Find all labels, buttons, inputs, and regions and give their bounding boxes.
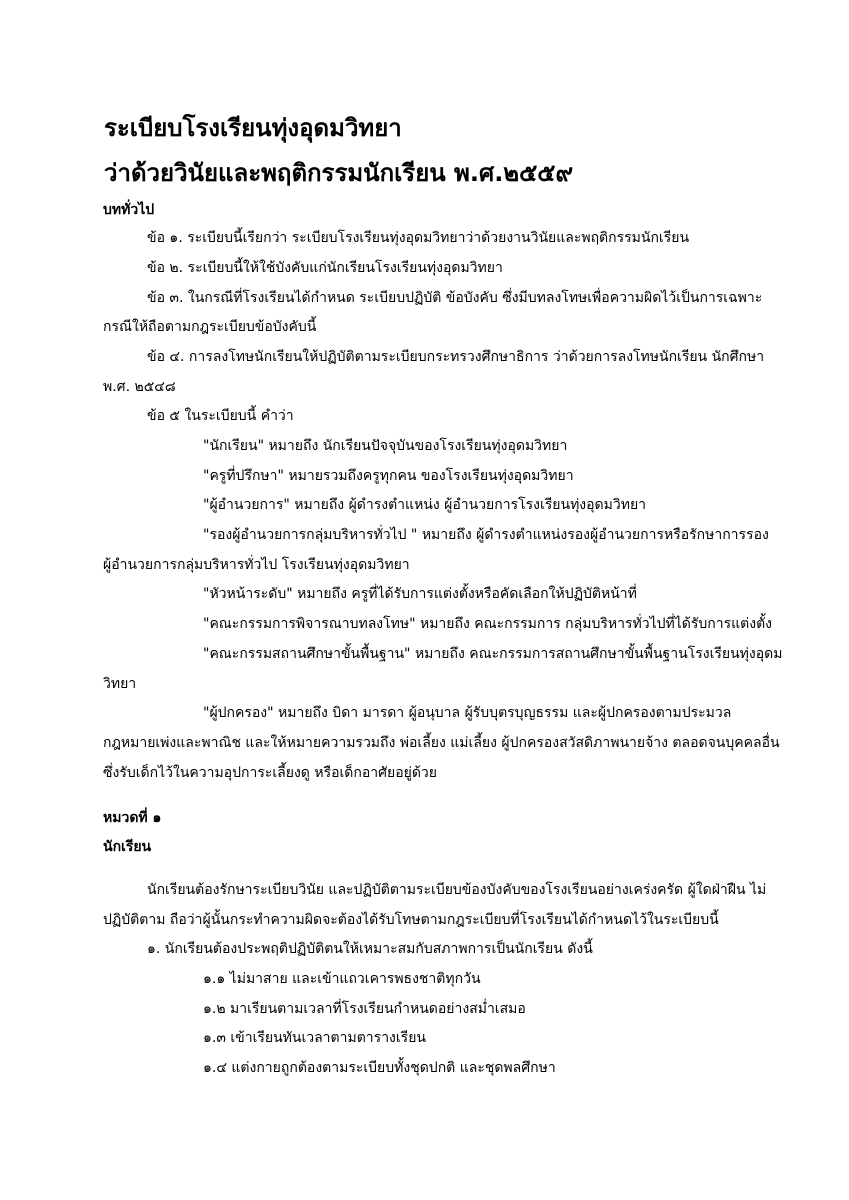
definition-line: "ครูที่ปรึกษา" หมายรวมถึงครูทุกคน ของโรงเรียนทุ่งอุดมวิทยา: [203, 468, 574, 484]
chapter-intro-line: ปฏิบัติตาม ถือว่าผู้นั้นกระทำความผิดจะต้องได้รับโทษตามกฎระเบียบที่โรงเรียนได้กำหนดไว้ในระเบียบนี้: [103, 912, 719, 928]
clause-line: ข้อ ๔. การลงโทษนักเรียนให้ปฏิบัติตามระเบียบกระทรวงศึกษาธิการ ว่าด้วยการลงโทษนักเรียน นักศึกษา: [147, 349, 765, 365]
definition-line: "คณะกรรมการพิจารณาบทลงโทษ" หมายถึง คณะกรรมการ กลุ่มบริหารทั่วไปที่ได้รับการแต่งตั้ง: [203, 616, 773, 632]
definition-line: "ผู้อำนวยการ" หมายถึง ผู้ดำรงตำแหน่ง ผู้อำนวยการโรงเรียนทุ่งอุดมวิทยา: [203, 497, 647, 513]
clause-line: ข้อ ๑. ระเบียบนี้เรียกว่า ระเบียบโรงเรียนทุ่งอุดมวิทยาว่าด้วยงานวินัยและพฤติกรรมนักเรียน: [147, 230, 690, 246]
sub-item-line: ๑.๒ มาเรียนตามเวลาที่โรงเรียนกำหนดอย่างสม่ำเสมอ: [203, 1001, 526, 1017]
clause-line: ข้อ ๕ ในระเบียบนี้ คำว่า: [147, 408, 294, 424]
definition-line: ผู้อำนวยการกลุ่มบริหารทั่วไป โรงเรียนทุ่งอุดมวิทยา: [103, 557, 410, 573]
definition-line: "ผู้ปกครอง" หมายถึง บิดา มารดา ผู้อนุบาล ผู้รับบุตรบุญธรรม และผู้ปกครองตามประมวล: [203, 705, 732, 721]
definition-line: "คณะกรรมสถานศึกษาขั้นพื้นฐาน" หมายถึง คณะกรรมการสถานศึกษาขั้นพื้นฐานโรงเรียนทุ่งอุดม: [203, 646, 783, 662]
document-title-line-2: ว่าด้วยวินัยและพฤติกรรมนักเรียน พ.ศ.๒๕๕๙: [104, 159, 574, 187]
definition-line: วิทยา: [103, 676, 137, 692]
chapter-intro-line: นักเรียนต้องรักษาระเบียบวินัย และปฏิบัติตามระเบียบข้องบังคับของโรงเรียนอย่างเคร่งครัด ผู้ใดฝ่าฝืน ไม่: [147, 882, 767, 898]
clause-line: พ.ศ. ๒๕๔๘: [103, 379, 176, 395]
sub-item-line: ๑.๑ ไม่มาสาย และเข้าแถวเคารพธงชาติทุกวัน: [203, 971, 481, 987]
definition-line: "นักเรียน" หมายถึง นักเรียนปัจจุบันของโรงเรียนทุ่งอุดมวิทยา: [203, 438, 568, 454]
chapter-intro-line: ๑. นักเรียนต้องประพฤติปฏิบัติตนให้เหมาะสมกับสภาพการเป็นนักเรียน ดังนี้: [147, 941, 593, 957]
definition-line: "รองผู้อำนวยการกลุ่มบริหารทั่วไป " หมายถึง ผู้ดำรงตำแหน่งรองผู้อำนวยการหรือรักษาการรอง: [203, 527, 769, 543]
definition-line: "หัวหน้าระดับ" หมายถึง ครูที่ได้รับการแต่งตั้งหรือคัดเลือกให้ปฏิบัติหน้าที่: [203, 586, 637, 602]
definition-line: ซึ่งรับเด็กไว้ในความอุปการะเลี้ยงดู หรือเด็กอาศัยอยู่ด้วย: [103, 765, 437, 781]
clause-line: ข้อ ๓. ในกรณีที่โรงเรียนได้กำหนด ระเบียบปฏิบัติ ข้อบังคับ ซึ่งมีบทลงโทษเพื่อความผิดไว้เป็นการเฉพาะ: [147, 290, 763, 306]
chapter-subheading: นักเรียน: [103, 839, 152, 855]
clause-line: กรณีให้ถือตามกฎระเบียบข้อบังคับนี้: [103, 319, 317, 335]
chapter-heading: หมวดที่ ๑: [103, 810, 162, 826]
clause-line: ข้อ ๒. ระเบียบนี้ให้ใช้บังคับแก่นักเรียนโรงเรียนทุ่งอุดมวิทยา: [147, 260, 503, 276]
sub-item-line: ๑.๓ เข้าเรียนทันเวลาตามตารางเรียน: [203, 1030, 426, 1046]
document-title-line-1: ระเบียบโรงเรียนทุ่งอุดมวิทยา: [104, 114, 402, 142]
general-provisions-heading: บททั่วไป: [103, 202, 155, 218]
sub-item-line: ๑.๔ แต่งกายถูกต้องตามระเบียบทั้งชุดปกติ และชุดพลศึกษา: [203, 1060, 556, 1076]
definition-line: กฎหมายเพ่งและพาณิช และให้หมายความรวมถึง พ่อเลี้ยง แม่เลี้ยง ผู้ปกครองสวัสดิภาพนายจ้าง ตลอดจนบุคคลอื่น: [103, 735, 780, 751]
